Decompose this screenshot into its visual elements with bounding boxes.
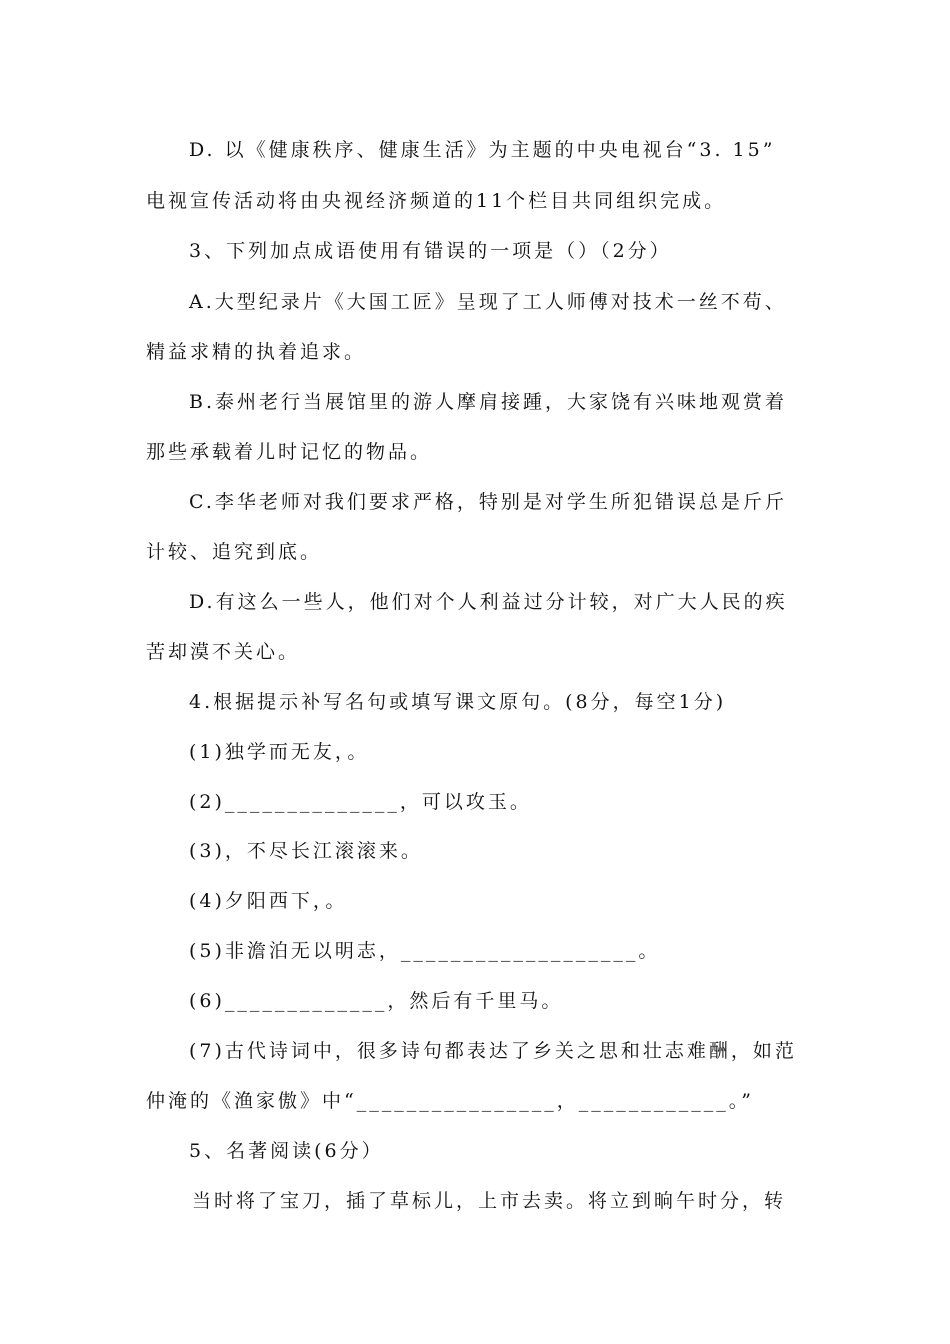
q3-option-a-line-1: A.大型纪录片《大国工匠》呈现了工人师傅对技术一丝不苟、 bbox=[189, 291, 787, 313]
q3-option-a-line-2: 精益求精的执着追求。 bbox=[146, 341, 367, 363]
q4-item-5: (5)非澹泊无以明志，___________________。 bbox=[189, 940, 661, 962]
q4-item-1: (1)独学而无友，。 bbox=[189, 741, 370, 763]
q3-option-b-line-2: 那些承载着儿时记忆的物品。 bbox=[146, 441, 433, 463]
q4-item-2: (2)______________，可以攻玉。 bbox=[189, 791, 532, 813]
reading-passage-line-1: 当时将了宝刀，插了草标儿，上市去卖。将立到晌午时分，转 bbox=[192, 1190, 787, 1212]
question-4-heading: 4.根据提示补写名句或填写课文原句。(8分，每空1分) bbox=[189, 691, 727, 713]
q3-option-d-line-1: D.有这么一些人，他们对个人利益过分计较，对广大人民的疾 bbox=[189, 591, 788, 613]
question-3-heading: 3、下列加点成语使用有错误的一项是（）（2分） bbox=[189, 240, 672, 262]
q4-item-4: (4)夕阳西下，。 bbox=[189, 890, 348, 912]
q3-option-b-line-1: B.泰州老行当展馆里的游人摩肩接踵，大家饶有兴味地观赏着 bbox=[189, 391, 788, 413]
q3-option-c-line-2: 计较、追究到底。 bbox=[146, 541, 323, 563]
option-d-line-1: D. 以《健康秩序、健康生活》为主题的中央电视台“3. 15” bbox=[189, 139, 776, 161]
q4-item-7-line-1: (7)古代诗词中，很多诗句都表达了乡关之思和壮志难酬，如范 bbox=[189, 1040, 797, 1062]
question-5-heading: 5、名著阅读(6分） bbox=[189, 1140, 384, 1162]
q4-item-6: (6)_____________，然后有千里马。 bbox=[189, 990, 564, 1012]
q3-option-c-line-1: C.李华老师对我们要求严格，特别是对学生所犯错误总是斤斤 bbox=[189, 491, 787, 513]
q3-option-d-line-2: 苦却漠不关心。 bbox=[146, 641, 301, 663]
q4-item-7-line-2: 仲淹的《渔家傲》中“________________，____________。” bbox=[146, 1090, 754, 1112]
option-d-line-2: 电视宣传活动将由央视经济频道的11个栏目共同组织完成。 bbox=[146, 190, 727, 212]
q4-item-3: (3)，不尽长江滚滚来。 bbox=[189, 840, 423, 862]
